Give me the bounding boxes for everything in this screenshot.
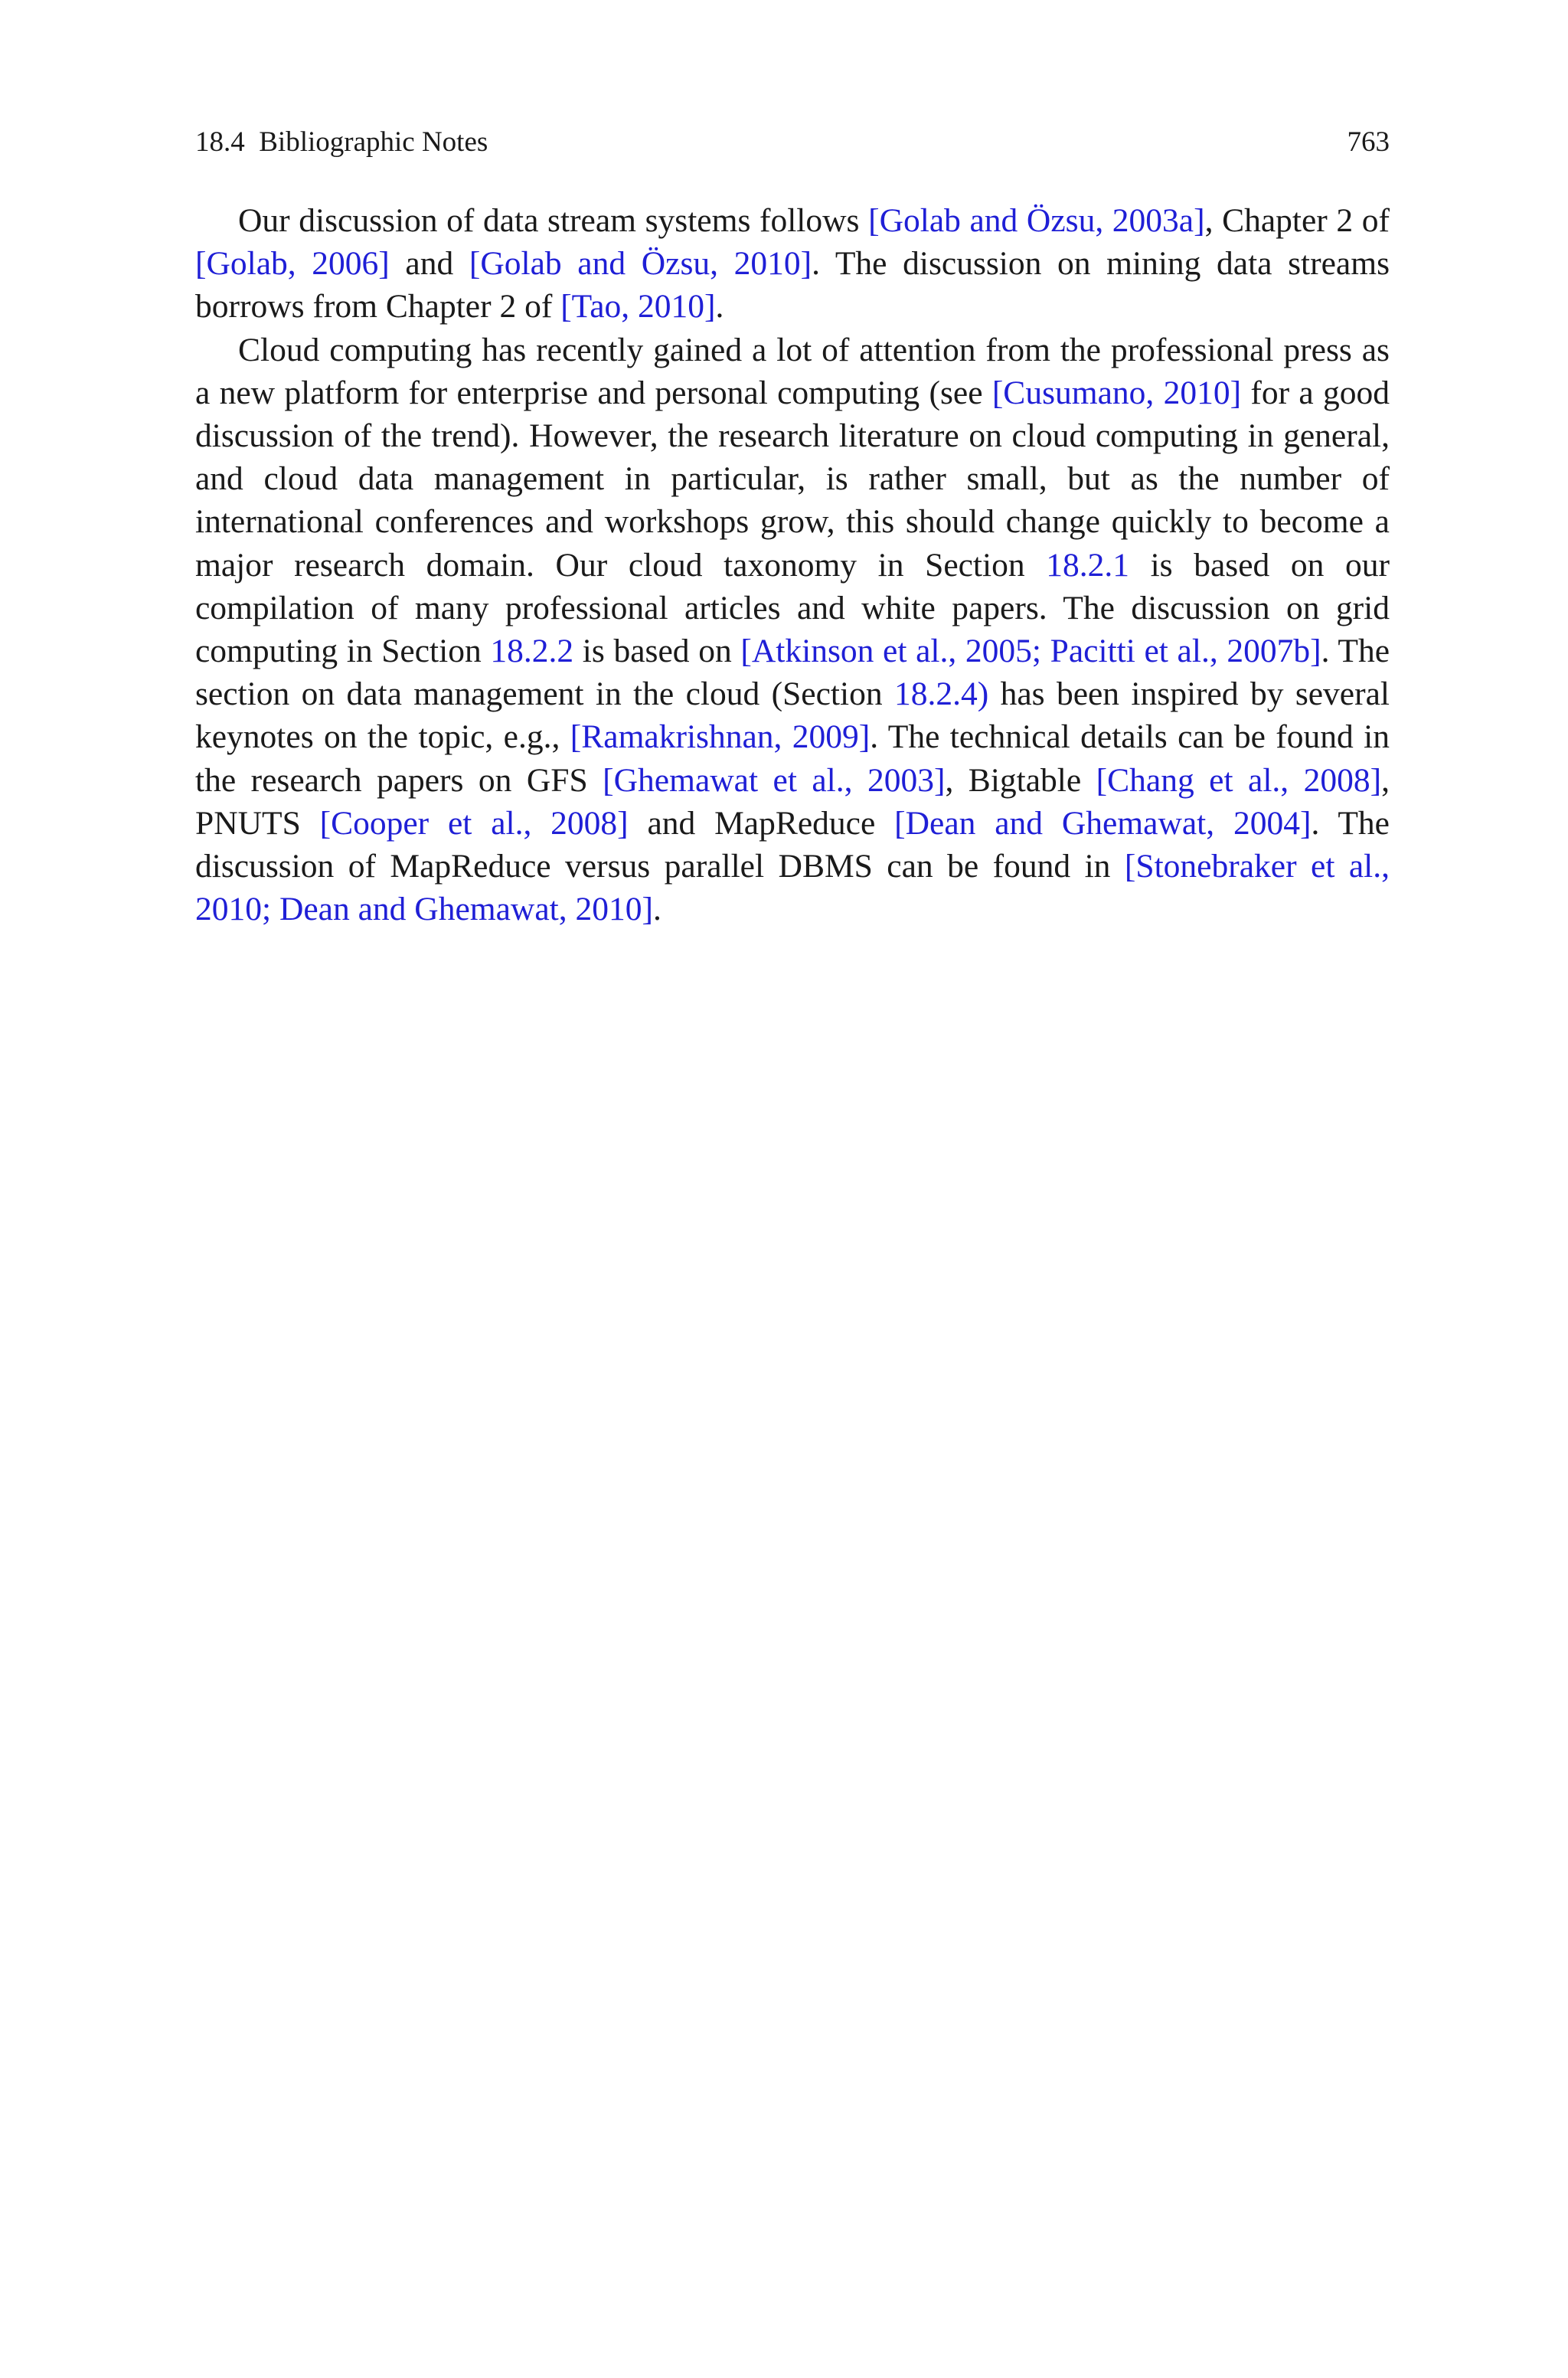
section-reference-link[interactable]: 18.2.2: [490, 633, 574, 670]
citation-link[interactable]: [Ramakrishnan, 2009]: [570, 718, 871, 756]
body-text-run: is based on: [573, 633, 741, 670]
citation-link[interactable]: [Golab and Özsu, 2010]: [469, 245, 812, 283]
body-text-run: Our discussion of data stream systems follows: [238, 202, 869, 239]
bibliographic-notes-body: [195, 199, 1390, 931]
body-text-run: is based on our compilation of many professional articles and white papers. The discussion on grid computing in Section: [195, 546, 1390, 670]
running-header: [195, 126, 1390, 159]
body-text-run: , Bigtable: [945, 761, 1096, 799]
body-text-run: , PNUTS: [195, 761, 1390, 842]
body-text-run: . The section on data management in the cloud (Section: [195, 633, 1390, 713]
body-text-run: Cloud computing has recently gained a lot of attention from the professional press as a new platform for enterprise and personal computing (see: [195, 331, 1390, 411]
citation-link[interactable]: [Atkinson et al., 2005; Pacitti et al., 2007b]: [740, 633, 1321, 670]
citation-link[interactable]: [Golab and Özsu, 2003a]: [868, 202, 1205, 239]
citation-link[interactable]: [Dean and Ghemawat, 2004]: [894, 804, 1312, 842]
citation-link[interactable]: [Cusumano, 2010]: [991, 374, 1242, 411]
page-number: 763: [1347, 126, 1390, 158]
running-header-section: 18.4 Bibliographic Notes: [195, 126, 488, 158]
body-text-run: . The discussion on mining data streams borrows from Chapter 2 of: [195, 245, 1390, 325]
body-text-run: . The technical details can be found in the research papers on GFS: [195, 718, 1390, 799]
body-text-run: for a good discussion of the trend). However, the research literature on cloud computing in general, and cloud data management in particular, is rather small, but as the number of international conferences and workshops grow, this should change quickly to become a major research domain. Our cloud taxonomy in Section: [195, 374, 1390, 584]
body-text-run: .: [715, 288, 724, 325]
citation-link[interactable]: [Cooper et al., 2008]: [319, 804, 629, 842]
paragraph-data-streams: [195, 199, 1390, 329]
body-text-run: . The discussion of MapReduce versus parallel DBMS can be found in: [195, 804, 1390, 885]
citation-link[interactable]: [Golab, 2006]: [195, 245, 390, 283]
body-text-run: and MapReduce: [628, 804, 895, 842]
citation-link[interactable]: [Stonebraker et al., 2010; Dean and Ghemawat, 2010]: [195, 848, 1390, 928]
section-reference-link[interactable]: 18.2.1: [1046, 546, 1129, 584]
section-reference-link[interactable]: 18.2.4): [893, 675, 989, 713]
citation-link[interactable]: [Ghemawat et al., 2003]: [603, 761, 946, 799]
paragraph-cloud-computing: [195, 329, 1390, 931]
body-text-run: , Chapter 2 of: [1204, 202, 1390, 239]
body-text-run: and: [389, 245, 469, 283]
body-text-run: .: [652, 891, 662, 928]
body-text-run: has been inspired by several keynotes on the topic, e.g.,: [195, 675, 1390, 756]
citation-link[interactable]: [Tao, 2010]: [560, 288, 716, 325]
citation-link[interactable]: [Chang et al., 2008]: [1096, 761, 1382, 799]
